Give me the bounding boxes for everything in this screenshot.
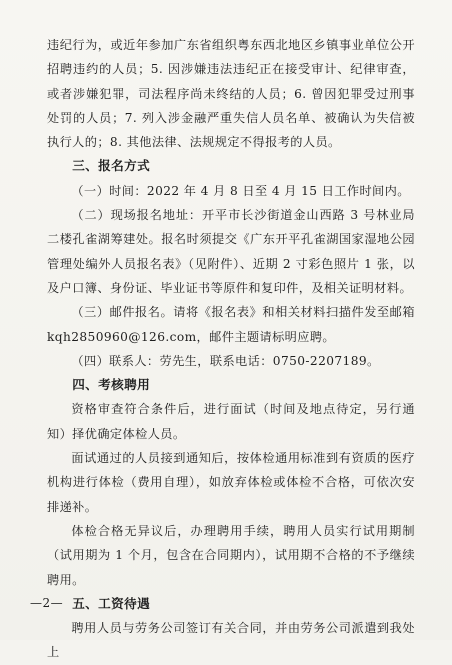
paragraph-interview: 资格审查符合条件后，进行面试（时间及地点待定，另行通知）择优确定体检人员。 bbox=[47, 402, 415, 441]
heading-registration: 三、报名方式 bbox=[72, 158, 151, 174]
paragraph-contract: 聘用人员与劳务公司签订有关合同，并由劳务公司派遣到我处上 bbox=[47, 621, 415, 660]
paragraph-probation: 体检合格无异议后，办理聘用手续，聘用人员实行试用期制（试用期为 1 个月，包含在合同期内），试用期不合格的不予继续聘用。 bbox=[47, 523, 415, 587]
paragraph-registration-time: （一）时间：2022 年 4 月 8 日至 4 月 15 日工作时间内。 bbox=[71, 183, 410, 198]
document-body bbox=[47, 33, 415, 665]
heading-salary: 五、工资待遇 bbox=[72, 595, 151, 611]
paragraph-email-registration: （三）邮件报名。请将《报名表》和相关材料扫描件发至邮箱kqh2850960@126.com，邮件主题请标明应聘。 bbox=[47, 305, 415, 344]
paragraph-medical-exam: 面试通过的人员接到通知后，按体检通用标准到有资质的医疗机构进行体检（费用自理），如放弃体检或体检不合格，可依次安排递补。 bbox=[47, 451, 415, 514]
page-number: —2— bbox=[30, 596, 64, 610]
paragraph-disqualifications: 违纪行为，或近年参加广东省组织粤东西北地区乡镇事业单位公开招聘违约的人员；5. 因涉嫌违法违纪正在接受审计、纪律审查，或者涉嫌犯罪，司法程序尚未终结的人员；6. 曾因犯罪受过刑事处罚的人员；7. 列入涉金融严重失信人员名单、被确认为失信被执行人的；8. 其他法律、法规规定不得报考的人员。 bbox=[47, 38, 415, 150]
paragraph-contact: （四）联系人：劳先生，联系电话：0750-2207189。 bbox=[71, 353, 380, 368]
paragraph-onsite-registration: （二）现场报名地址：开平市长沙街道金山西路 3 号林业局二楼孔雀湖筹建处。报名时须提交《广东开平孔雀湖国家湿地公园管理处编外人员报名表》（见附件）、近期 2 寸彩色照片 1 张，以及户口簿、身份证、毕业证书等原件和复印件，及相关证明材料。 bbox=[47, 208, 415, 295]
heading-assessment: 四、考核聘用 bbox=[72, 377, 151, 393]
